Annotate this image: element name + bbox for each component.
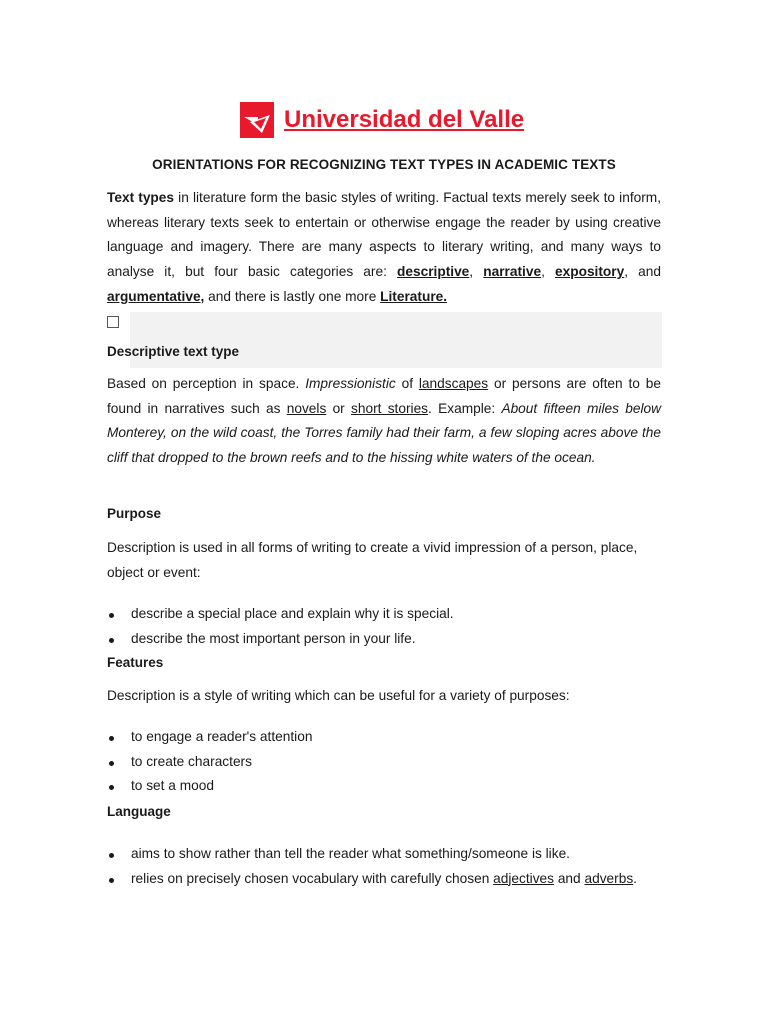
link-novels[interactable]: novels (286, 400, 327, 416)
language-list (107, 842, 637, 891)
language-heading: Language (107, 804, 171, 819)
link-narrative[interactable]: narrative (483, 264, 542, 280)
list-item: aims to show rather than tell the reader what something/someone is like. (107, 842, 637, 867)
purpose-paragraph: Description is used in all forms of writing to create a vivid impression of a person, place, object or event: (107, 540, 638, 580)
features-list (107, 725, 312, 799)
checkbox-icon[interactable] (107, 316, 119, 328)
link-adverbs[interactable]: adverbs (584, 870, 634, 886)
list-item: describe a special place and explain why it is special. (107, 602, 454, 627)
list-item: relies on precisely chosen vocabulary with carefully chosen adjectives and adverbs. (107, 867, 637, 892)
intro-lead: Text types (107, 190, 175, 205)
link-argumentative[interactable]: argumentative, (107, 288, 205, 304)
features-paragraph: Description is a style of writing which can be useful for a variety of purposes: (107, 688, 570, 703)
link-adjectives[interactable]: adjectives (493, 870, 555, 886)
link-expository[interactable]: expository (555, 264, 625, 280)
descriptive-paragraph: Based on perception in space. Impressionistic of landscapes or persons are often to be found in narratives such as novels or short stories. Example: About fifteen miles below Monterey, on the wild coast, the Torres family had their farm, a few sloping acres above the cliff that dropped to the brown reefs and to the hissing white waters of the ocean. (107, 376, 662, 466)
link-landscapes[interactable]: landscapes (418, 376, 489, 391)
purpose-list (107, 602, 454, 651)
link-descriptive[interactable]: descriptive (397, 264, 470, 280)
example-text: About fifteen miles below Monterey, on the wild coast, the Torres family had their farm, a few sloping acres above the cliff that dropped to the brown reefs and to the hissing white waters of the ocean. (107, 400, 662, 466)
purpose-heading: Purpose (107, 506, 162, 521)
university-logo-icon (240, 102, 274, 138)
features-heading: Features (107, 655, 164, 670)
list-item: describe the most important person in your life. (107, 627, 454, 652)
intro-paragraph: Text types in literature form the basic styles of writing. Factual texts merely seek to inform, whereas literary texts seek to entertain or otherwise engage the reader by using creative language and imagery. There are many aspects to literary writing, and many ways to analyse it, but four basic categories are: descriptive, narrative, expository, and argumentative, and there is lastly one more Literature. (107, 190, 662, 304)
university-header (240, 100, 524, 140)
list-item: to engage a reader's attention (107, 725, 312, 750)
shaded-block (130, 312, 662, 368)
link-literature[interactable]: Literature. (380, 288, 448, 304)
descriptive-heading: Descriptive text type (107, 344, 240, 359)
list-item: to create characters (107, 750, 312, 775)
link-short-stories[interactable]: short stories (351, 400, 429, 416)
university-name[interactable]: Universidad del Valle (284, 106, 525, 133)
list-item: to set a mood (107, 774, 312, 799)
document-title: ORIENTATIONS FOR RECOGNIZING TEXT TYPES IN ACADEMIC TEXTS (152, 157, 616, 172)
